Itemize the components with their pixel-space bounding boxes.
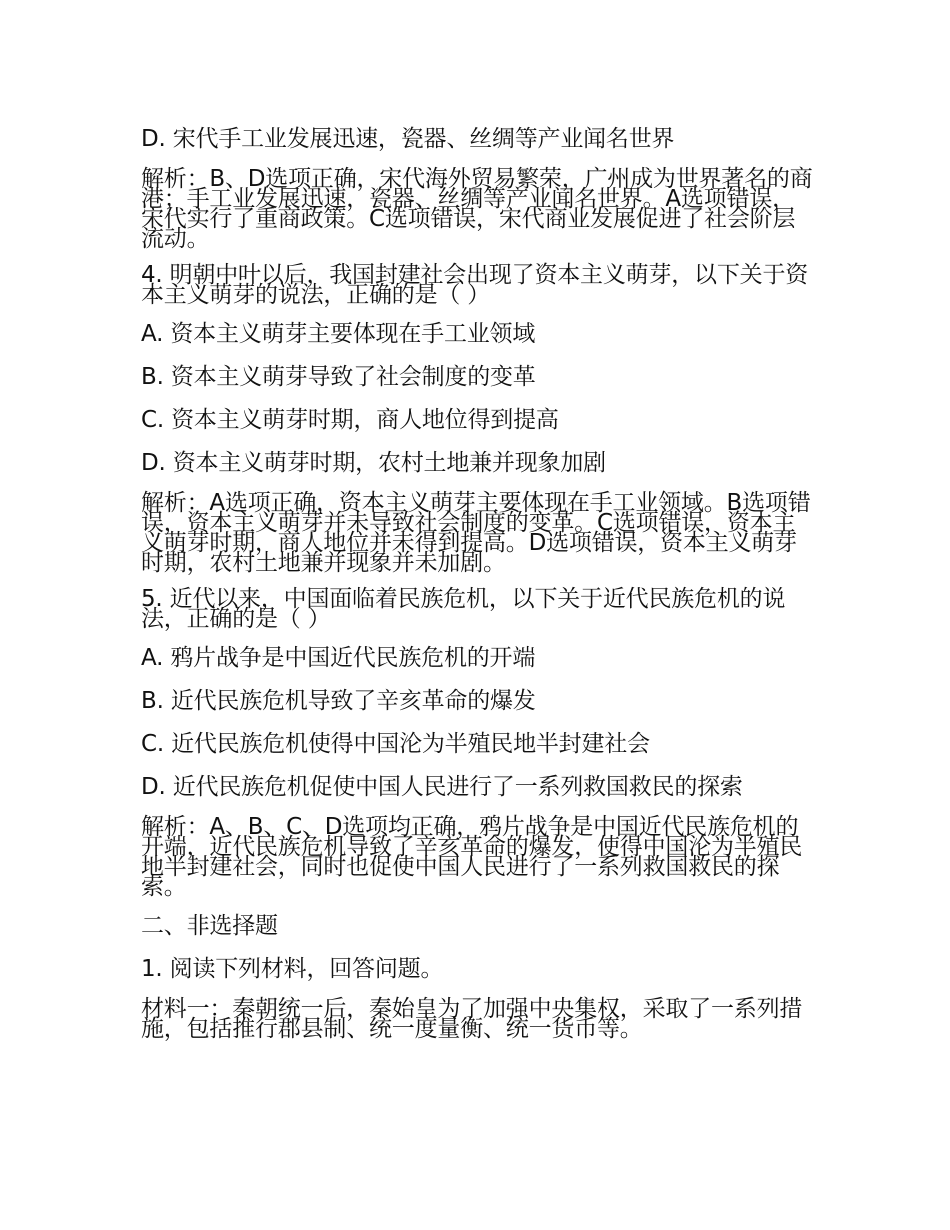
q4-option-b: B. 资本主义萌芽导致了社会制度的变革 [141, 364, 536, 390]
q3-analysis: 解析：B、D选项正确，宋代海外贸易繁荣，广州成为世界著名的商港；手工业发展迅速，瓷器、丝绸等产业闻名世界。A选项错误，宋代实行了重商政策。C选项错误，宋代商业发展促进了社会阶层流动。 [141, 166, 813, 252]
nq1-stem: 1. 阅读下列材料，回答问题。 [141, 956, 444, 982]
q4-option-d: D. 资本主义萌芽时期，农村土地兼并现象加剧 [141, 450, 606, 476]
q4-analysis: 解析：A选项正确，资本主义萌芽主要体现在手工业领域。B选项错误，资本主义萌芽并未导致社会制度的变革。C选项错误，资本主义萌芽时期，商人地位并未得到提高。D选项错误，资本主义萌芽时期，农村土地兼并现象并未加剧。 [141, 490, 811, 576]
q4-stem: 4. 明朝中叶以后，我国封建社会出现了资本主义萌芽，以下关于资本主义萌芽的说法，正确的是（ ） [141, 262, 809, 308]
q4-option-a: A. 资本主义萌芽主要体现在手工业领域 [141, 321, 536, 347]
q3-option-d: D. 宋代手工业发展迅速，瓷器、丝绸等产业闻名世界 [141, 126, 675, 152]
q5-option-b: B. 近代民族危机导致了辛亥革命的爆发 [141, 688, 536, 714]
q5-option-d: D. 近代民族危机促使中国人民进行了一系列救国救民的探索 [141, 774, 743, 800]
q5-stem: 5. 近代以来，中国面临着民族危机，以下关于近代民族危机的说法，正确的是（ ） [141, 586, 786, 632]
q4-option-c: C. 资本主义萌芽时期，商人地位得到提高 [141, 407, 559, 433]
nq1-material-1: 材料一：秦朝统一后，秦始皇为了加强中央集权，采取了一系列措施，包括推行郡县制、统一度量衡、统一货币等。 [141, 996, 803, 1042]
q5-option-a: A. 鸦片战争是中国近代民族危机的开端 [141, 645, 536, 671]
q5-analysis: 解析：A、B、C、D选项均正确，鸦片战争是中国近代民族危机的开端，近代民族危机导致了辛亥革命的爆发，使得中国沦为半殖民地半封建社会，同时也促使中国人民进行了一系列救国救民的探索。 [141, 814, 803, 900]
document-body [141, 126, 813, 1055]
section-heading-non-choice: 二、非选择题 [141, 913, 278, 939]
q5-option-c: C. 近代民族危机使得中国沦为半殖民地半封建社会 [141, 731, 650, 757]
